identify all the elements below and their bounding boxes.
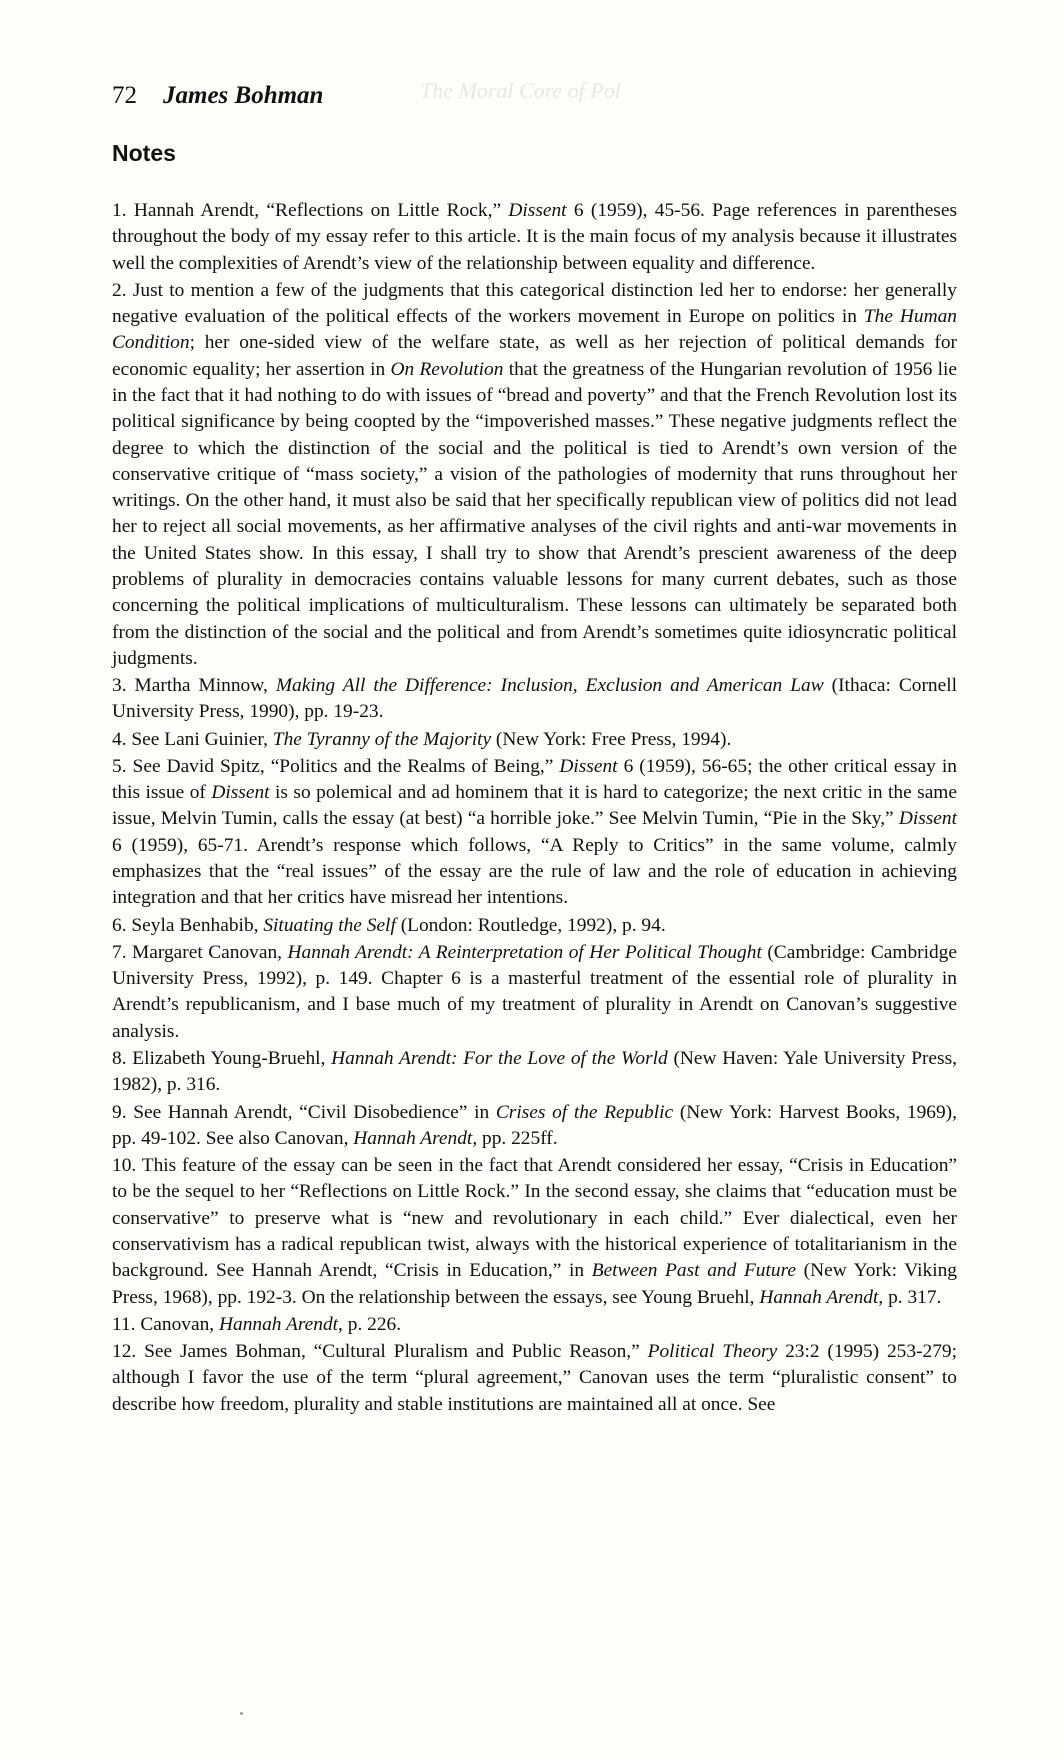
note-item: 10. This feature of the essay can be seen in the fact that Arendt considered her essay, “Crisis in Education” to be the sequel to her “Reflections on Little Rock.” In the second essay, she claims that “education must be conservative” to preserve what is “new and revolutionary in each child.” Ever dialectical, even her conservativism has a radical republican twist, always with the historical experience of totalitarianism in the background. See Hannah Arendt, “Crisis in Education,” in Between Past and Future (New York: Viking Press, 1968), pp. 192-3. On the relationship between the essays, see Young Bruehl, Hannah Arendt, p. 317.: [112, 1155, 958, 1308]
running-title: James Bohman: [163, 82, 324, 109]
note-item: 9. See Hannah Arendt, “Civil Disobedience” in Crises of the Republic (New York: Harvest Books, 1969), pp. 49-102. See also Canovan, Hannah Arendt, pp. 225ff.: [112, 1101, 957, 1149]
show-through-text: The Moral Core of Pol: [420, 78, 621, 103]
note-item: 8. Elizabeth Young-Bruehl, Hannah Arendt: For the Love of the World (New Haven: Yale University Press, 1982), p. 316.: [112, 1048, 957, 1096]
note-item: 12. See James Bohman, “Cultural Pluralism and Public Reason,” Political Theory 23:2 (1995) 253-279; although I favor the use of the term “plural agreement,” Canovan uses the term “pluralistic consent” to describe how freedom, plurality and stable institutions are maintained all at once. See: [112, 1341, 958, 1415]
note-item: 3. Martha Minnow, Making All the Difference: Inclusion, Exclusion and American Law (Ithaca: Cornell University Press, 1990), pp. 19-23.: [112, 675, 958, 723]
page-header: [112, 82, 323, 110]
note-item: 6. Seyla Benhabib, Situating the Self (London: Routledge, 1992), p. 94.: [112, 914, 666, 936]
note-item: 2. Just to mention a few of the judgments that this categorical distinction led her to endorse: her generally negative evaluation of the political effects of the workers movement in Europe on politics in The Human Condition; her one-sided view of the welfare state, as well as her rejection of political demands for economic equality; her assertion in On Revolution that the greatness of the Hungarian revolution of 1956 lie in the fact that it had nothing to do with issues of “bread and poverty” and that the French Revolution lost its political significance by being coopted by the “impoverished masses.” These negative judgments reflect the degree to which the distinction of the social and the political is tied to Arendt’s own version of the conservative critique of “mass society,” a vision of the pathologies of modernity that runs throughout her writings. On the other hand, it must also be said that her specifically republican view of politics did not lead her to reject all social movements, as her affirmative analyses of the civil rights and anti-war movements in the United States show. In this essay, I shall try to show that Arendt’s prescient awareness of the deep problems of plurality in democracies contains valuable lessons for many current debates, such as those concerning the political implications of multiculturalism. These lessons can ultimately be separated both from the distinction of the social and the political and from Arendt’s sometimes quite idiosyncratic political judgments.: [112, 279, 957, 669]
note-item: 4. See Lani Guinier, The Tyranny of the Majority (New York: Free Press, 1994).: [112, 728, 732, 750]
note-item: 11. Canovan, Hannah Arendt, p. 226.: [112, 1313, 402, 1335]
note-item: 5. See David Spitz, “Politics and the Realms of Being,” Dissent 6 (1959), 56-65; the other critical essay in this issue of Dissent is so polemical and ad hominem that it is hard to categorize; the next critic in the same issue, Melvin Tumin, calls the essay (at best) “a horrible joke.” See Melvin Tumin, “Pie in the Sky,” Dissent 6 (1959), 65-71. Arendt’s response which follows, “A Reply to Critics” in the same volume, calmly emphasizes that the “real issues” of the essay are the rule of law and the role of education in achieving integration and that her critics have misread her intentions.: [112, 755, 957, 909]
note-item: 1. Hannah Arendt, “Reflections on Little Rock,” Dissent 6 (1959), 45-56. Page references in parentheses throughout the body of my essay refer to this article. It is the main focus of my analysis because it illustrates well the complexities of Arendt’s view of the relationship between equality and difference.: [112, 200, 957, 274]
page-speck: [240, 1712, 243, 1715]
notes-list: [112, 198, 957, 1419]
section-heading: Notes: [112, 140, 176, 166]
page-number: 72: [112, 82, 137, 109]
note-item: 7. Margaret Canovan, Hannah Arendt: A Reinterpretation of Her Political Thought (Cambridge: Cambridge University Press, 1992), p. 149. Chapter 6 is a masterful treatment of the essential role of plurality in Arendt’s republicanism, and I base much of my treatment of plurality in Arendt on Canovan’s suggestive analysis.: [112, 941, 957, 1042]
